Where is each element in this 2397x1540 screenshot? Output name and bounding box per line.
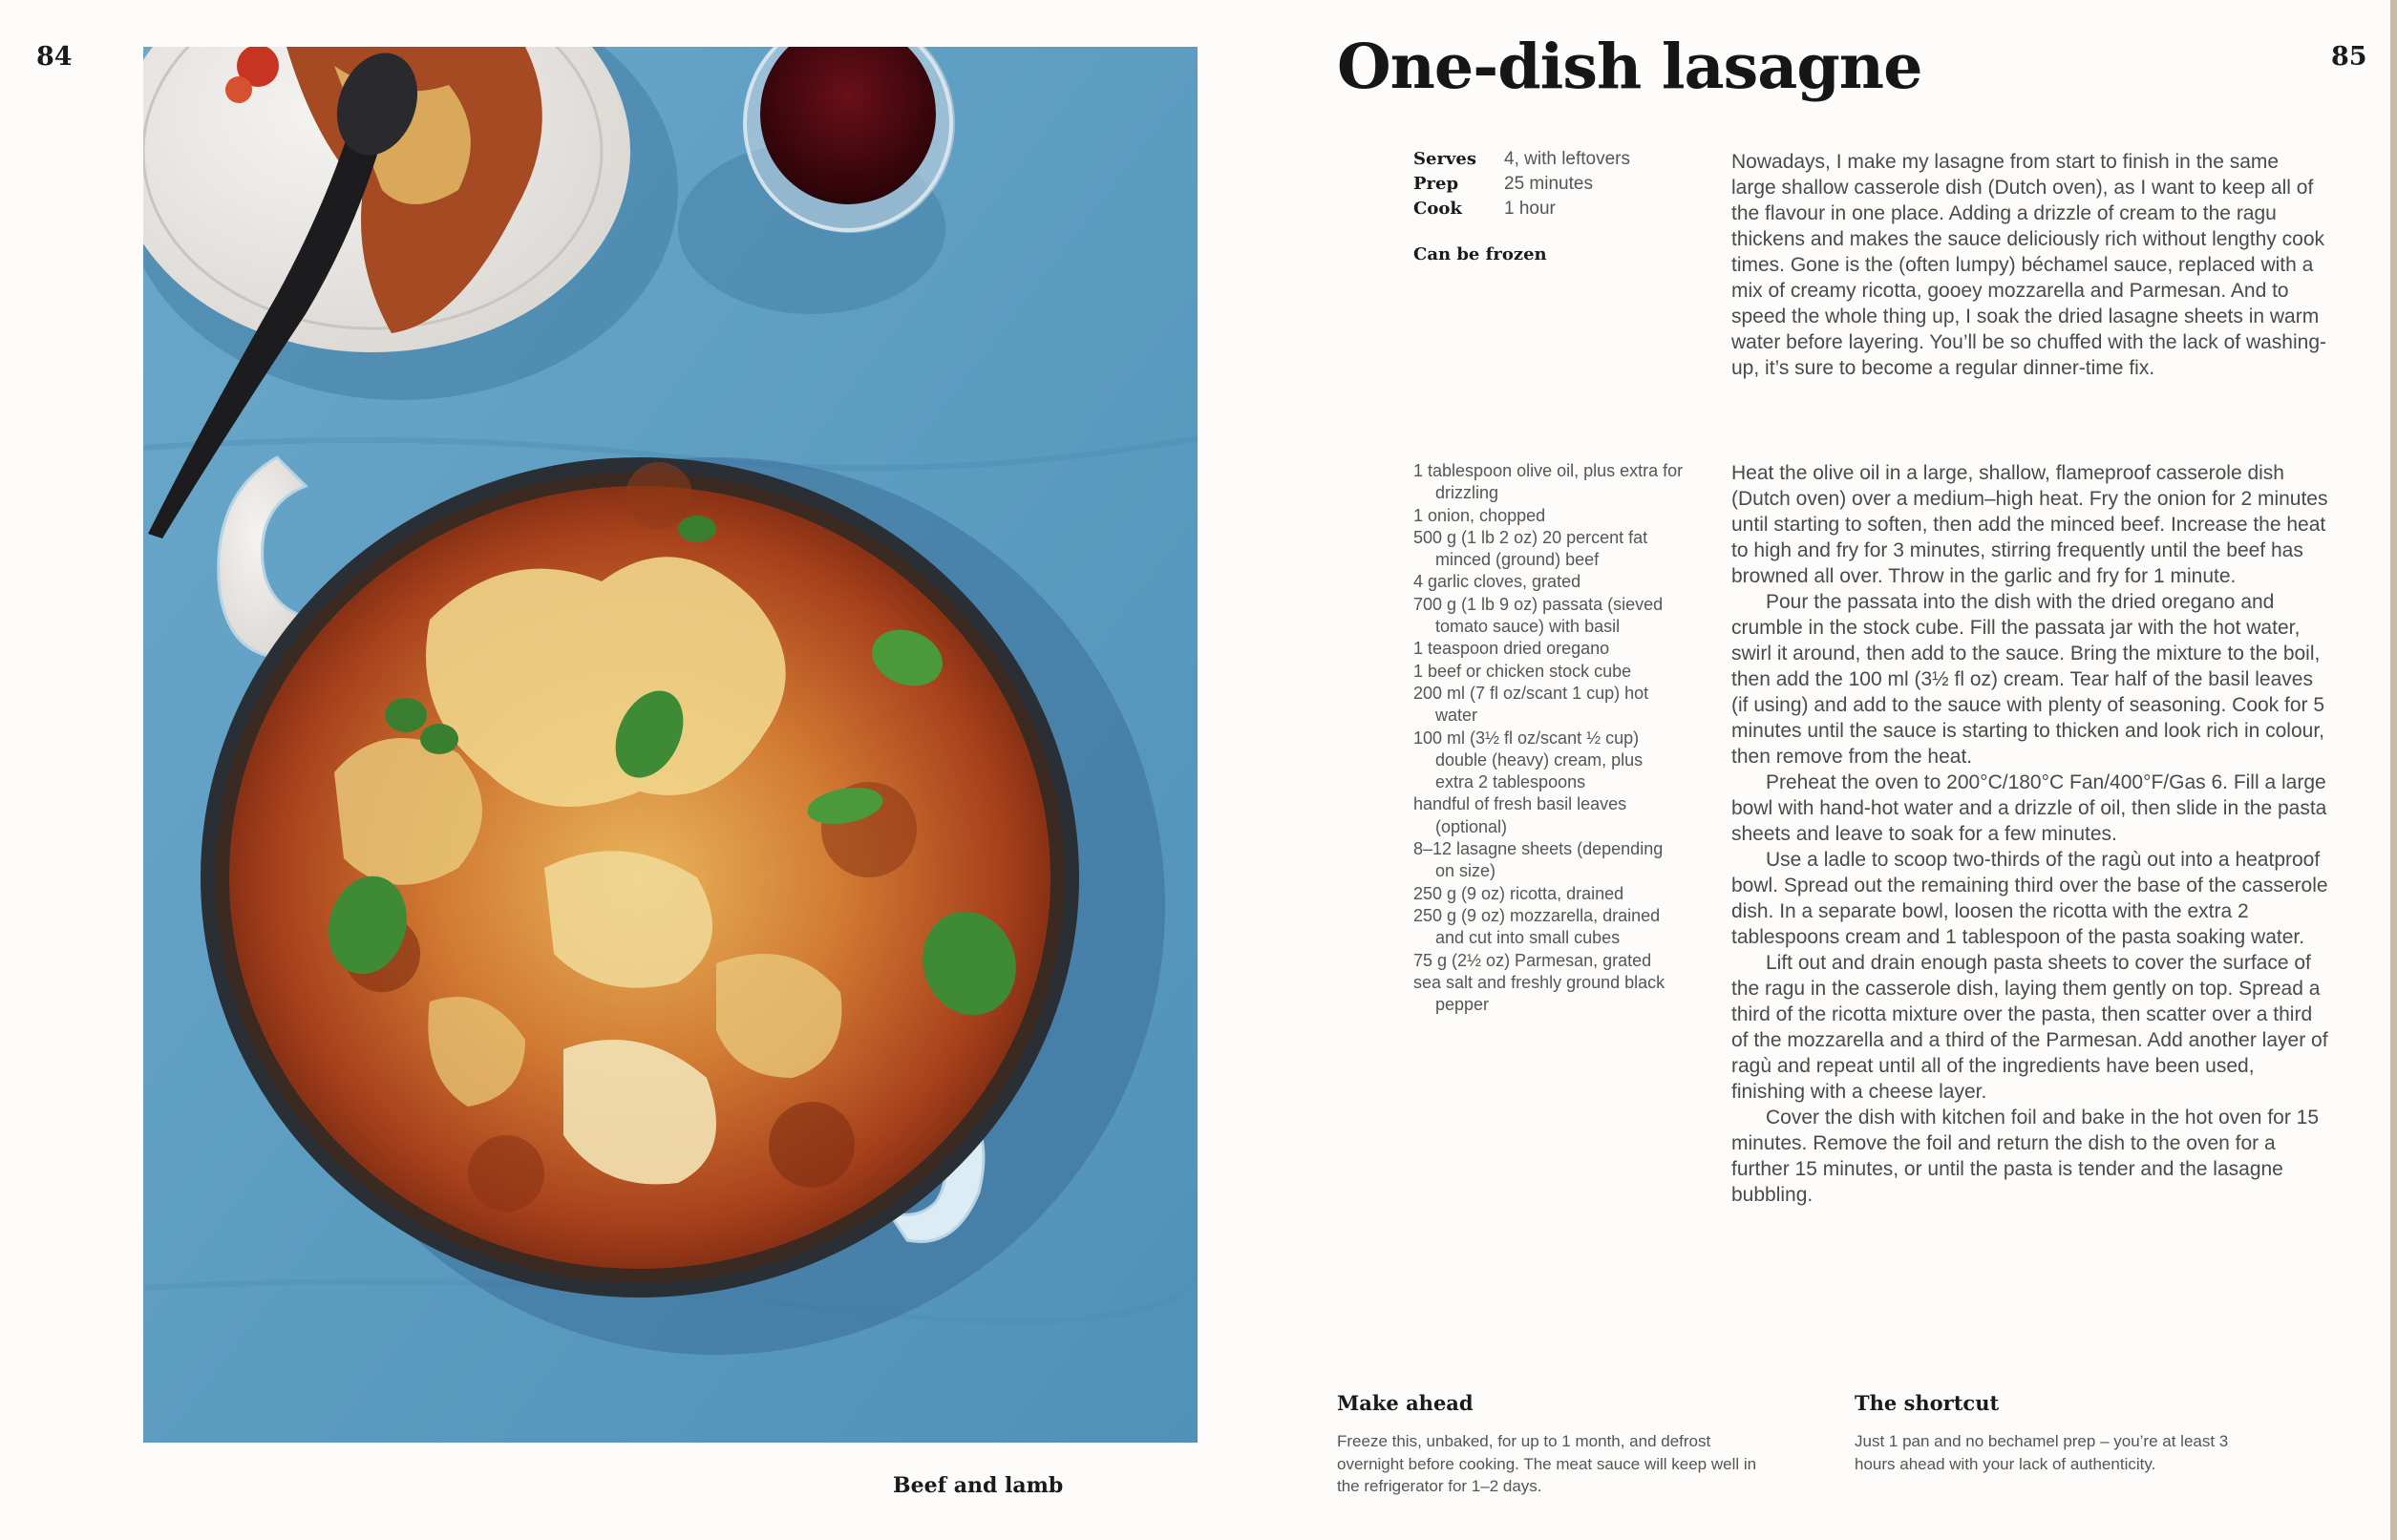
meta-value: 1 hour [1504,199,1556,219]
meta-serves [1413,149,1700,174]
page-edge [2390,0,2397,1540]
meta-label: Prep [1413,174,1459,194]
meta-value: 4, with leftovers [1504,149,1630,169]
page-number-right: 85 [2331,42,2367,72]
ingredient-item: 500 g (1 lb 2 oz) 20 percent fat minced (ground) beef [1413,527,1648,570]
ingredient-item: 250 g (9 oz) mozzarella, drained and cut into small cubes [1413,905,1661,948]
method-step: Pour the passata into the dish with the dried oregano and crumble in the stock cube. Fill the passata jar with the hot water, swirl it around, then add to the sauce. Bring the mixture to the boil, then add the 100 ml (3½ fl oz) cream. Tear half of the basil leaves (if using) and add to the sauce with plenty of seasoning. Cook for 5 minutes until the sauce is starting to thicken and look rich in colour, then remove from the heat. [1731,591,2325,768]
intro-paragraph: Nowadays, I make my lasagne from start to finish in the same large shallow casserole dish (Dutch oven), as I want to keep all of the flavour in one place. Adding a drizzle of cream to the ragu thickens and makes the sauce deliciously rich without lengthy cook times. Gone is the (often lumpy) béchamel sauce, replaced with a mix of creamy ricotta, gooey mozzarella and Parmesan. And to speed the whole thing up, I soak the dried lasagne sheets in warm water before layering. You’ll be so chuffed with the lack of washing-up, it’s sure to become a regular dinner-time fix. [1731,151,2326,379]
ingredient-item: 700 g (1 lb 9 oz) passata (sieved tomato sauce) with basil [1413,594,1664,637]
basil-leaf [420,724,458,754]
meta-prep [1413,174,1700,199]
recipe-intro [1731,149,2328,381]
page-number-left: 84 [36,42,73,72]
method-step: Cover the dish with kitchen foil and bake in the hot oven for 15 minutes. Remove the foil and return the dish to the oven for a further 15 minutes, or until the pasta is tender and the lasagne bubbling. [1731,1107,2320,1206]
method-step: Use a ladle to scoop two-thirds of the ragù out into a heatproof bowl. Spread out the remaining third over the base of the casserole dish. In a separate bowl, loosen the ricotta with the extra 2 tablespoons cream and 1 tablespoon of the pasta soaking water. [1731,849,2328,948]
ingredient-item: 4 garlic cloves, grated [1413,572,1581,592]
ingredient-item: 1 tablespoon olive oil, plus extra for drizzling [1413,461,1684,503]
ingredient-item: 75 g (2½ oz) Parmesan, grated [1413,950,1652,970]
ingredient-item: 1 onion, chopped [1413,505,1546,525]
ingredient-item: sea salt and freshly ground black pepper [1413,972,1665,1015]
meta-label: Serves [1413,149,1476,169]
shortcut-text: Just 1 pan and no bechamel prep – you’re at least 3 hours ahead with your lack of authenticity. [1855,1432,2229,1473]
recipe-title: One-dish lasagne [1337,31,1922,103]
ingredient-item: 1 teaspoon dried oregano [1413,639,1610,659]
ingredient-item: 100 ml (3½ fl oz/scant ½ cup) double (heavy) cream, plus extra 2 tablespoons [1413,728,1644,792]
ingredient-item: 250 g (9 oz) ricotta, drained [1413,883,1624,903]
ingredient-item: 1 beef or chicken stock cube [1413,661,1632,681]
method-steps [1731,460,2328,1208]
ingredient-item: handful of fresh basil leaves (optional) [1413,794,1627,836]
make-ahead-heading: Make ahead [1337,1391,1474,1415]
basil-leaf [678,516,716,542]
method-step: Lift out and drain enough pasta sheets to cover the surface of the ragu in the casserole dish, laying them gently on top. Spread a third of the ricotta mixture over the pasta, then scatter over a third of the mozzarella and a third of the Parmesan. Add another layer of ragù and repeat until all of the ingredients have been used, finishing with a cheese layer. [1731,952,2328,1103]
meta-value: 25 minutes [1504,174,1593,194]
chapter-label: Beef and lamb [893,1473,1064,1498]
make-ahead-text: Freeze this, unbaked, for up to 1 month, and defrost overnight before cooking. The meat sauce will keep well in the refrigerator for 1–2 days. [1337,1432,1757,1495]
freezer-note: Can be frozen [1413,244,1547,264]
recipe-meta [1413,149,1700,223]
method-step: Preheat the oven to 200°C/180°C Fan/400°F/Gas 6. Fill a large bowl with hand-hot water and a drizzle of oil, then slide in the pasta sheets and leave to soak for a few minutes. [1731,771,2327,845]
ingredients-list [1413,460,1686,1016]
ingredient-item: 200 ml (7 fl oz/scant 1 cup) hot water [1413,683,1649,726]
method-step: Heat the olive oil in a large, shallow, flameproof casserole dish (Dutch oven) over a medium–high heat. Fry the onion for 2 minutes until starting to soften, then add the minced beef. Increase the heat to high and fry for 3 minutes, stirring frequently until the beef has browned all over. Throw in the garlic and fry for 1 minute. [1731,462,2328,587]
shortcut-heading: The shortcut [1855,1391,2000,1415]
meta-label: Cook [1413,199,1462,219]
lasagne-photo [143,47,1198,1443]
basil-leaf [385,698,427,732]
ingredient-item: 8–12 lasagne sheets (depending on size) [1413,839,1664,881]
meta-cook [1413,199,1700,223]
